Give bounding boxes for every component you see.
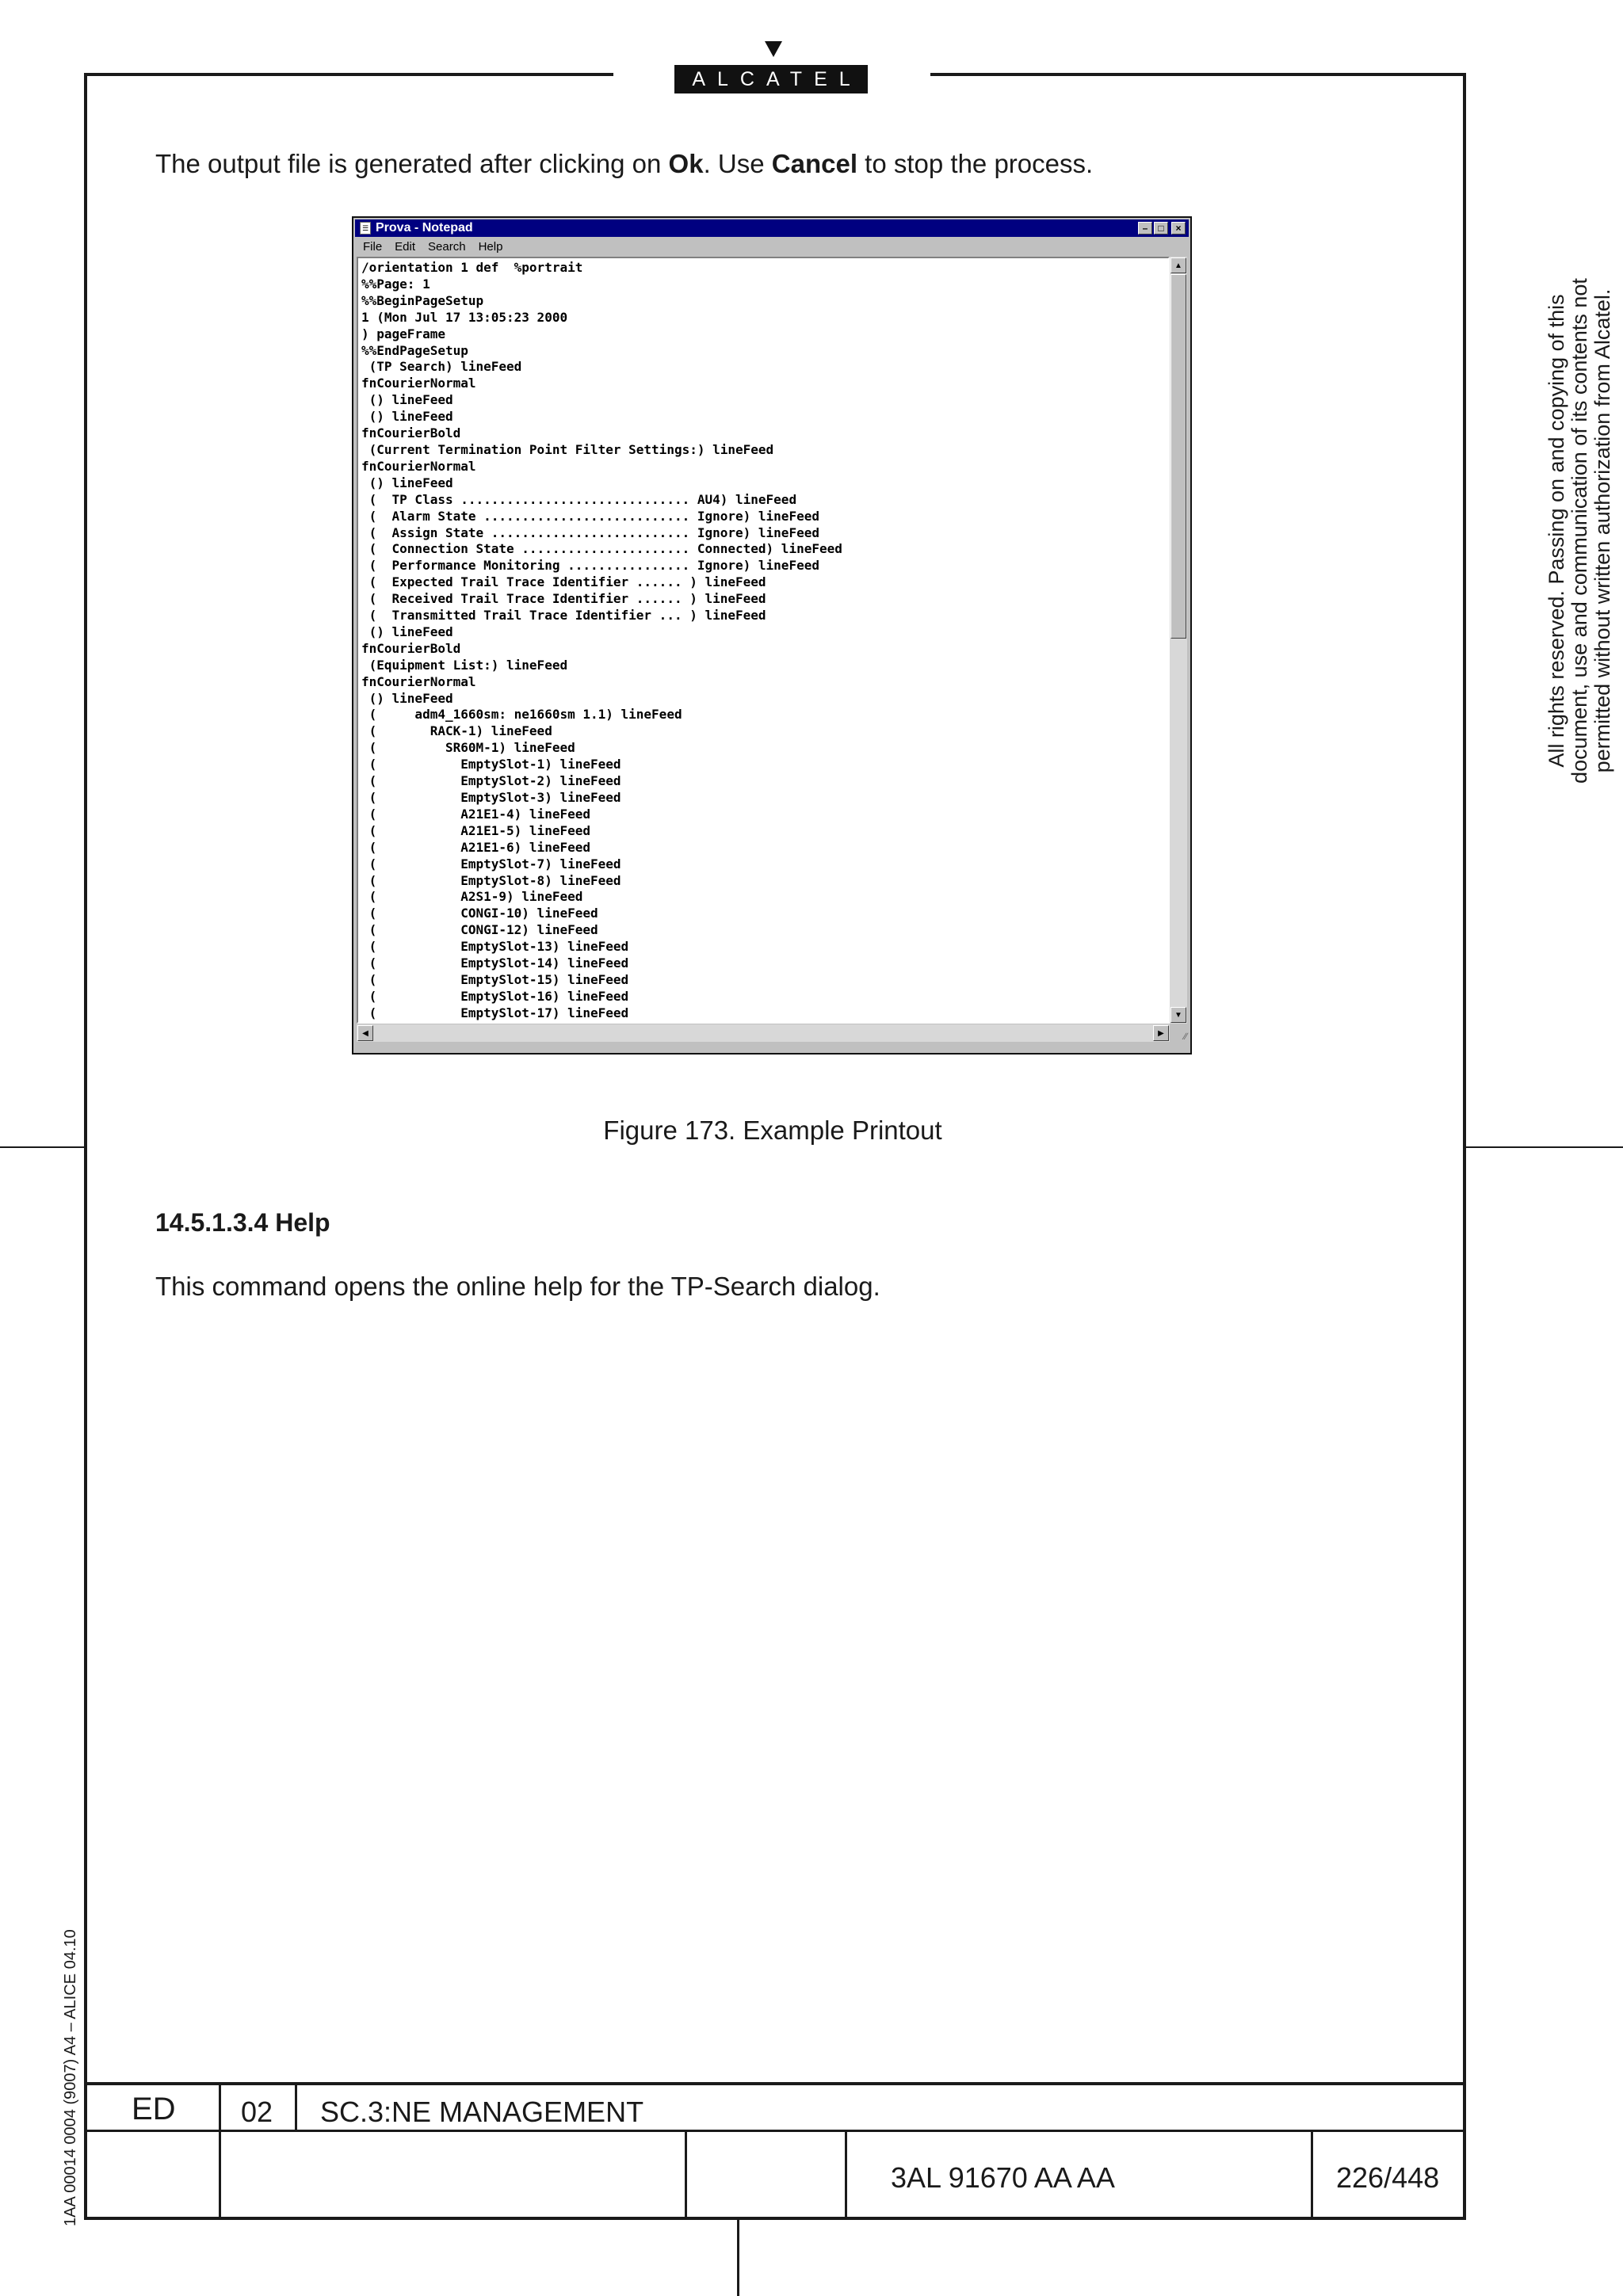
frame-top-right	[930, 73, 1466, 76]
code-line: %%Page: 1	[361, 276, 430, 292]
footer-section: SC.3:NE MANAGEMENT	[320, 2096, 644, 2128]
code-line: ( A21E1-5) lineFeed	[361, 822, 590, 838]
code-line: ( adm4_1660sm: ne1660sm 1.1) lineFeed	[361, 707, 682, 723]
code-line: ( Expected Trail Trace Identifier ...... ) lineFeed	[361, 574, 766, 590]
code-line: ( Transmitted Trail Trace Identifier ... ) lineFeed	[361, 608, 766, 624]
cancel-keyword: Cancel	[771, 149, 857, 178]
footer-bottom-line	[84, 2217, 1466, 2220]
footer-mid-line	[84, 2130, 1466, 2132]
scroll-up-icon[interactable]: ▲	[1170, 257, 1186, 273]
code-line: ( A21E1-4) lineFeed	[361, 806, 590, 822]
code-line: ( Connection State ...................... Connected) lineFeed	[361, 541, 842, 557]
menu-help[interactable]: Help	[478, 239, 503, 254]
code-line: () lineFeed	[361, 690, 453, 706]
code-line: ( TP Class .............................. AU4) lineFeed	[361, 491, 797, 507]
frame-left	[84, 73, 87, 2220]
notepad-icon: ☰	[360, 222, 371, 235]
code-line: fnCourierNormal	[361, 376, 476, 391]
alcatel-logo: ALCATEL	[674, 65, 868, 93]
code-line: fnCourierNormal	[361, 458, 476, 474]
section-body: This command opens the online help for the TP-Search dialog.	[155, 1272, 880, 1301]
footer-col-2	[295, 2082, 297, 2131]
code-line: ( Assign State .......................... Ignore) lineFeed	[361, 524, 819, 540]
footer-col-1	[219, 2082, 221, 2218]
minimize-button[interactable]: –	[1138, 222, 1152, 235]
code-line: ( Alarm State ........................... Ignore) lineFeed	[361, 508, 819, 524]
close-button[interactable]: ×	[1171, 222, 1186, 235]
menu-file[interactable]: File	[363, 239, 383, 254]
code-line: () lineFeed	[361, 392, 453, 408]
footer-ed-label: ED	[132, 2092, 176, 2126]
scroll-down-icon[interactable]: ▼	[1170, 1007, 1186, 1023]
binding-mark	[737, 2220, 739, 2296]
code-line: ( EmptySlot-13) lineFeed	[361, 939, 629, 955]
figure-caption: Figure 173. Example Printout	[603, 1116, 942, 1145]
code-line: 1 (Mon Jul 17 13:05:23 2000	[361, 309, 568, 325]
code-line: ( Performance Monitoring ................ Ignore) lineFeed	[361, 558, 819, 574]
resize-grip-icon[interactable]: ∕∕	[1171, 1024, 1187, 1042]
code-line: () lineFeed	[361, 475, 453, 490]
form-code: 1AA 00014 0004 (9007) A4 – ALICE 04.10	[62, 1929, 79, 2226]
scroll-left-icon[interactable]: ◀	[357, 1025, 373, 1041]
code-line: ( RACK-1) lineFeed	[361, 723, 552, 739]
code-line: fnCourierBold	[361, 640, 461, 656]
code-line: %%EndPageSetup	[361, 342, 468, 358]
section-heading: 14.5.1.3.4 Help	[155, 1208, 330, 1237]
horizontal-scrollbar[interactable]	[357, 1024, 1170, 1042]
copyright-note: All rights reserved. Passing on and copying of this document, use and communication of its contents not permitted without written authorization from Alcatel.	[1545, 278, 1614, 784]
code-line: () lineFeed	[361, 624, 453, 639]
margin-mark-left	[0, 1146, 84, 1148]
code-line: ( EmptySlot-14) lineFeed	[361, 955, 629, 971]
file-content	[358, 258, 1168, 1022]
scroll-right-icon[interactable]: ▶	[1153, 1025, 1169, 1041]
code-line: ) pageFrame	[361, 326, 445, 341]
notepad-window	[352, 216, 1192, 1055]
code-line: ( CONGI-12) lineFeed	[361, 922, 598, 938]
footer-col-3	[685, 2130, 687, 2218]
vertical-scrollbar[interactable]	[1170, 257, 1187, 1024]
code-line: ( EmptySlot-15) lineFeed	[361, 971, 629, 987]
footer-top-line	[84, 2082, 1466, 2085]
code-line: ( CONGI-10) lineFeed	[361, 906, 598, 921]
scroll-thumb[interactable]	[1170, 274, 1186, 639]
code-line: ( Received Trail Trace Identifier ...... ) lineFeed	[361, 591, 766, 607]
footer-page-number: 226/448	[1336, 2161, 1440, 2194]
code-line: ( EmptySlot-17) lineFeed	[361, 1005, 629, 1020]
notepad-titlebar[interactable]	[355, 219, 1189, 237]
menu-edit[interactable]: Edit	[395, 239, 416, 254]
code-line: ( EmptySlot-8) lineFeed	[361, 872, 621, 888]
code-line: ( SR60M-1) lineFeed	[361, 740, 575, 756]
code-line: (TP Search) lineFeed	[361, 359, 522, 375]
code-line: fnCourierNormal	[361, 673, 476, 689]
ok-keyword: Ok	[668, 149, 704, 178]
footer-doc-number: 3AL 91670 AA AA	[891, 2161, 1115, 2194]
code-line: %%BeginPageSetup	[361, 292, 484, 308]
maximize-button[interactable]: □	[1154, 222, 1168, 235]
footer-col-5	[1311, 2130, 1313, 2218]
frame-top-left	[84, 73, 613, 76]
code-line: () lineFeed	[361, 409, 453, 425]
code-line: ( A2S1-9) lineFeed	[361, 889, 583, 905]
code-line: /orientation 1 def %portrait	[361, 260, 583, 275]
footer-ed-value: 02	[241, 2096, 273, 2128]
menu-search[interactable]: Search	[428, 239, 466, 254]
code-line: ( EmptySlot-16) lineFeed	[361, 988, 629, 1004]
margin-mark-right	[1466, 1146, 1623, 1148]
code-line: ( EmptySlot-2) lineFeed	[361, 773, 621, 789]
logo-triangle-icon	[765, 41, 782, 57]
code-line: ( EmptySlot-3) lineFeed	[361, 790, 621, 805]
code-line: ( EmptySlot-1) lineFeed	[361, 757, 621, 772]
code-line: (Equipment List:) lineFeed	[361, 657, 568, 673]
footer-col-4	[845, 2130, 847, 2218]
code-line: fnCourierBold	[361, 425, 461, 441]
code-line: (Current Termination Point Filter Settings:) lineFeed	[361, 441, 774, 457]
notepad-text-area[interactable]	[357, 257, 1170, 1024]
notepad-title: Prova - Notepad	[376, 221, 473, 235]
notepad-menubar	[355, 238, 1189, 255]
intro-paragraph: The output file is generated after clicking on Ok. Use Cancel to stop the process.	[155, 149, 1094, 178]
code-line: ( EmptySlot-7) lineFeed	[361, 856, 621, 871]
code-line: ( A21E1-6) lineFeed	[361, 839, 590, 855]
